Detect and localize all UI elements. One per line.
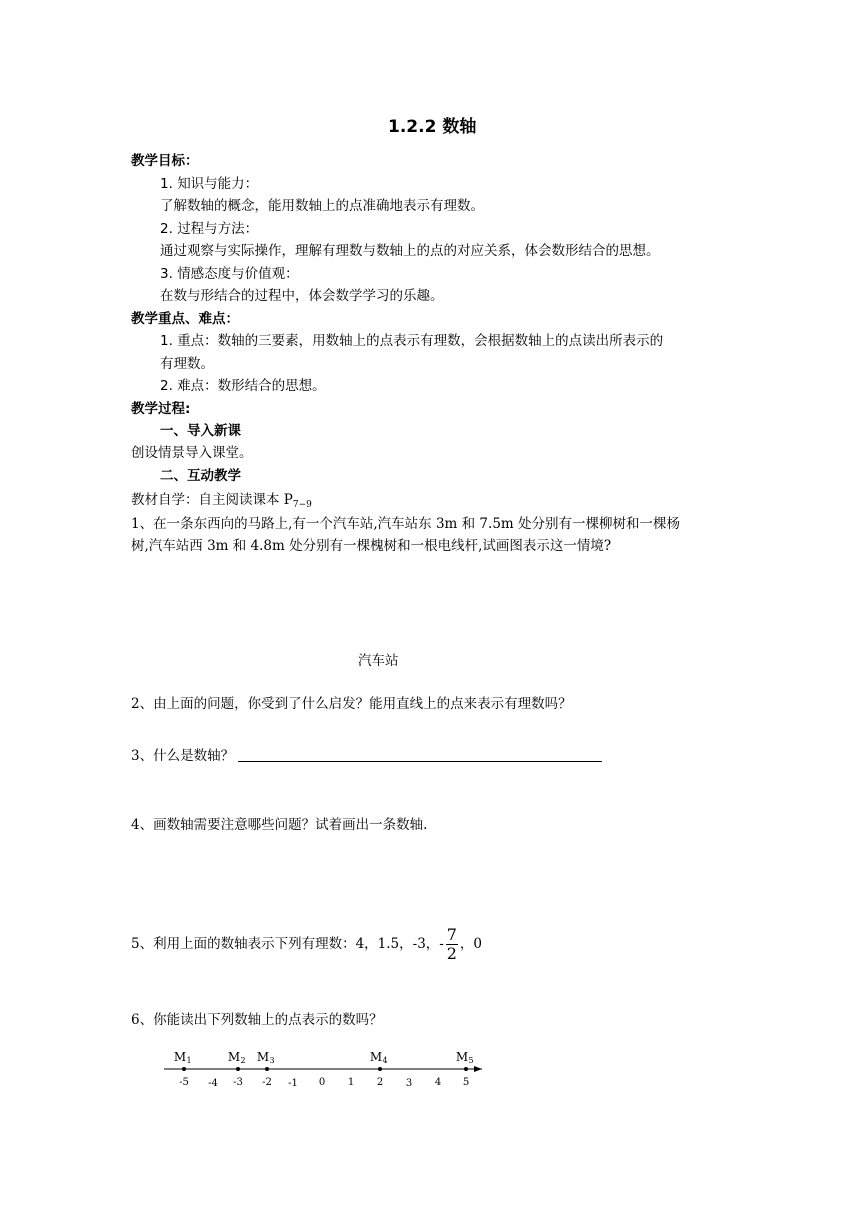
difficulty-number: 2.: [160, 378, 173, 394]
tick-label: 2: [376, 1077, 384, 1088]
question-5-line: [131, 924, 482, 964]
tick-label: 5: [462, 1077, 470, 1088]
point-marker: [464, 1067, 468, 1071]
point-marker: [236, 1067, 240, 1071]
question-4: 4、画数轴需要注意哪些问题？试着画出一条数轴.: [131, 817, 428, 833]
objective-1-title: 知识与能力：: [177, 176, 259, 192]
point-label-subscript: 1: [186, 1056, 192, 1065]
difficulty-line: [160, 377, 326, 395]
key-points-heading: 教学重点、难点：: [131, 311, 239, 327]
fraction-numerator: 7: [446, 924, 457, 944]
section-2-heading: 二、互动教学: [160, 468, 241, 484]
tick-label: -1: [288, 1078, 298, 1089]
difficulty-text: 难点：数形结合的思想。: [177, 378, 326, 394]
point-marker: [182, 1067, 186, 1071]
objective-1-number: 1.: [160, 176, 173, 192]
point-marker: [378, 1067, 382, 1071]
key-point-text: 重点：数轴的三要素，用数轴上的点表示有理数，会根据数轴上的点读出所表示的: [177, 333, 664, 349]
question-3: 3、什么是数轴？: [131, 748, 235, 764]
point-label: M: [256, 1050, 270, 1064]
tick-label: -3: [233, 1077, 243, 1088]
tick-label: -5: [179, 1077, 189, 1088]
fraction-denominator: 2: [446, 943, 457, 963]
point-label: M: [227, 1050, 241, 1064]
tick-label: -2: [262, 1077, 272, 1088]
question-5-prefix: 5、利用上面的数轴表示下列有理数：4，1.5，-3，-: [131, 936, 444, 952]
tick-label: 1: [347, 1077, 355, 1088]
question-1-line1: 1、在一条东西向的马路上,有一个汽车站,汽车站东 3m 和 7.5m 处分别有一棵柳树和一棵杨: [131, 516, 680, 532]
self-study-text: 教材自学：自主阅读课本 P: [131, 492, 293, 508]
section-1-text: 创设情景导入课堂。: [131, 445, 253, 461]
process-heading: 教学过程:: [131, 401, 191, 417]
objective-2-title: 过程与方法：: [177, 221, 259, 237]
tick-label: 3: [405, 1078, 413, 1089]
key-point-line1: [160, 332, 663, 350]
point-label-subscript: 2: [240, 1056, 246, 1065]
point-label: M: [455, 1050, 469, 1064]
question-6: 6、你能读出下列数轴上的点表示的数吗？: [131, 1012, 383, 1028]
objectives-heading: 教学目标：: [131, 153, 199, 169]
bus-station-label: 汽车站: [358, 653, 399, 669]
objective-2-text: 通过观察与实际操作，理解有理数与数轴上的点的对应关系，体会数形结合的思想。: [160, 243, 660, 259]
point-label: M: [173, 1050, 187, 1064]
self-study-pages: 7−9: [292, 500, 312, 510]
page-title: 1.2.2 数轴: [388, 117, 477, 137]
key-point-line2: 有理数。: [160, 356, 214, 372]
objective-2-label: [160, 220, 258, 238]
objective-2-number: 2.: [160, 221, 173, 237]
number-line: [160, 1048, 500, 1098]
fraction: [446, 926, 458, 963]
objective-3-number: 3.: [160, 266, 173, 282]
question-1-line2: 树,汽车站西 3m 和 4.8m 处分别有一棵槐树和一根电线杆,试画图表示这一情境?: [131, 538, 612, 554]
tick-label: -4: [208, 1078, 218, 1089]
answer-blank[interactable]: [238, 747, 602, 762]
objective-3-title: 情感态度与价值观：: [177, 266, 299, 282]
section-1-heading: 一、导入新课: [160, 423, 241, 439]
point-label-subscript: 3: [269, 1056, 275, 1065]
self-study-line: [131, 491, 312, 514]
question-5-suffix: ，0: [459, 936, 482, 952]
tick-label: 4: [434, 1077, 442, 1088]
point-label-subscript: 5: [468, 1056, 474, 1065]
objective-3-text: 在数与形结合的过程中，体会数学学习的乐趣。: [160, 288, 444, 304]
question-2: 2、由上面的问题，你受到了什么启发？能用直线上的点来表示有理数吗？: [131, 696, 572, 712]
objective-1-text: 了解数轴的概念，能用数轴上的点准确地表示有理数。: [160, 198, 484, 214]
point-marker: [265, 1067, 269, 1071]
point-label: M: [369, 1050, 383, 1064]
key-point-number: 1.: [160, 333, 173, 349]
number-line-arrow-icon: [474, 1066, 482, 1072]
objective-3-label: [160, 265, 299, 283]
point-label-subscript: 4: [382, 1056, 388, 1065]
question-3-line: [131, 747, 602, 765]
tick-label: 0: [318, 1077, 326, 1088]
objective-1-label: [160, 175, 258, 193]
